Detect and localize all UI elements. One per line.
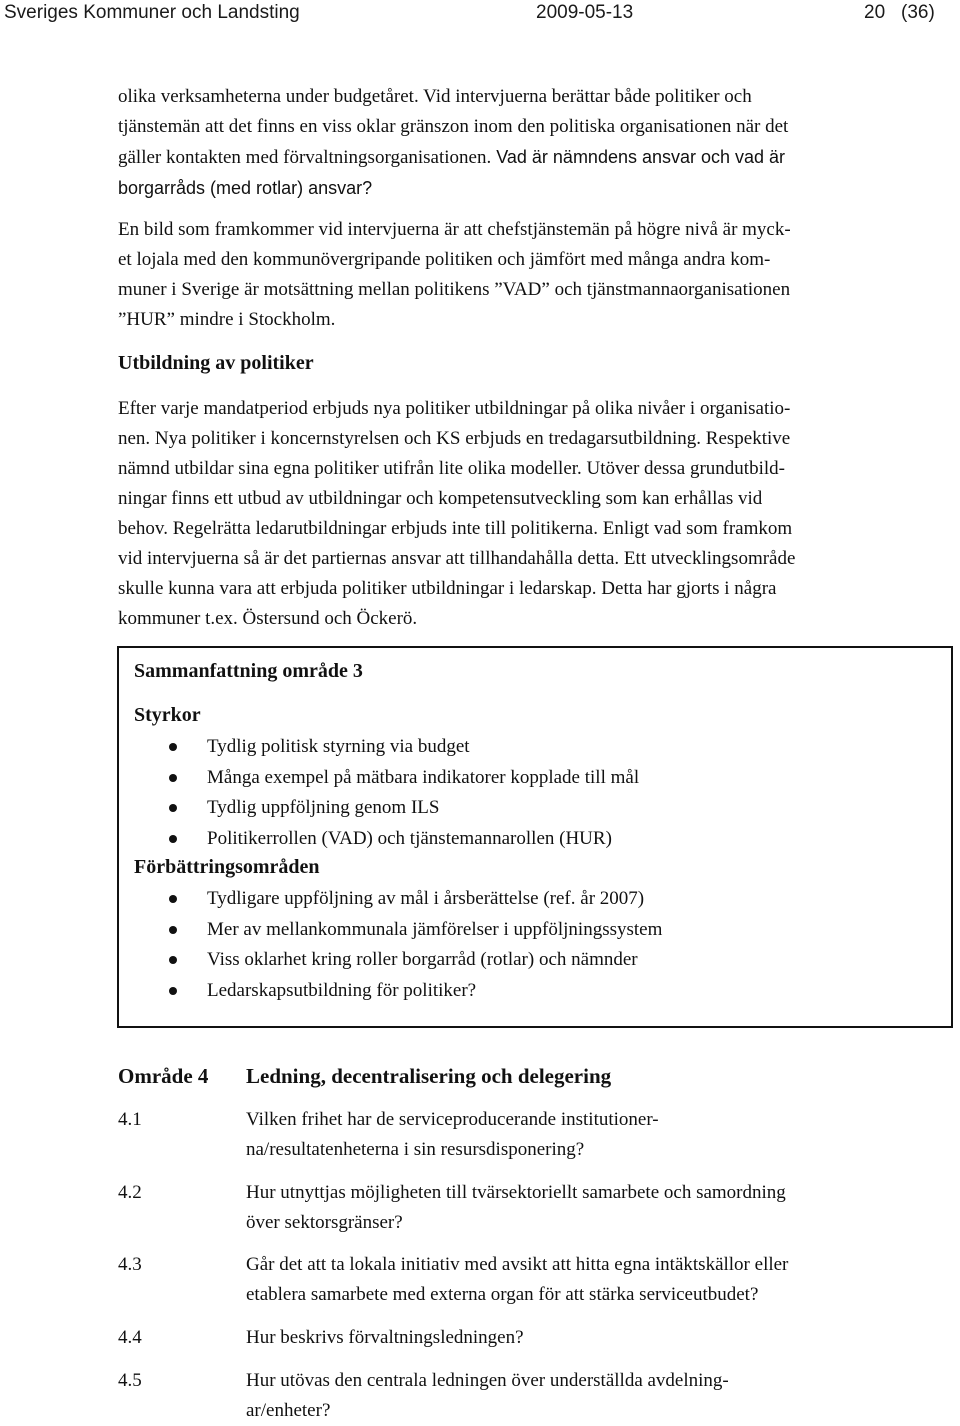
text-line: skulle kunna vara att erbjuda politiker utbildningar i ledarskap. Detta har gjorts i några xyxy=(118,578,777,599)
text-line: En bild som framkommer vid intervjuerna är att chefstjänstemän på högre nivå är myck- xyxy=(118,219,791,240)
area-label: Område 4 xyxy=(118,1064,209,1088)
bullet-icon xyxy=(169,835,177,843)
bullet-icon xyxy=(169,774,177,782)
list-item: Viss oklarhet kring roller borgarråd (rotlar) och nämnder xyxy=(119,945,662,976)
list-item: Mer av mellankommunala jämförelser i uppföljningssystem xyxy=(119,915,662,946)
text-line: nämnd utbildar sina egna politiker utifrån lite olika modeller. Utöver dessa grundutbild- xyxy=(118,458,785,479)
list-item: Ledarskapsutbildning för politiker? xyxy=(119,976,662,1007)
header-org: Sveriges Kommuner och Landsting xyxy=(4,2,300,23)
text-line: behov. Regelrätta ledarutbildningar erbjuds inte till politikerna. Enligt vad som framkom xyxy=(118,518,793,539)
area-title: Ledning, decentralisering och delegering xyxy=(246,1064,612,1088)
question-number: 4.4 xyxy=(118,1327,142,1348)
text-line: nen. Nya politiker i koncernstyrelsen och KS erbjuds en tredagarsutbildning. Respektive xyxy=(118,428,791,449)
question-text: ar/enheter? xyxy=(246,1400,331,1421)
list-item: Tydligare uppföljning av mål i årsberättelse (ref. år 2007) xyxy=(119,884,662,915)
paragraph-education xyxy=(118,394,900,634)
bullet-icon xyxy=(169,926,177,934)
question-line: borgarråds (med rotlar) ansvar? xyxy=(118,178,373,198)
question-text: Hur utnyttjas möjligheten till tvärsektoriellt samarbete och samordning xyxy=(246,1182,786,1203)
list-item: Politikerrollen (VAD) och tjänstemannarollen (HUR) xyxy=(119,824,639,855)
strengths-heading: Styrkor xyxy=(134,704,201,726)
text-line: vid intervjuerna så är det partiernas ansvar att tillhandahålla detta. Ett utvecklingsområde xyxy=(118,548,796,569)
header-page-number: 20 xyxy=(864,2,886,23)
question-number: 4.2 xyxy=(118,1182,142,1203)
question-text: Hur utövas den centrala ledningen över underställda avdelning- xyxy=(246,1370,729,1391)
bullet-icon xyxy=(169,804,177,812)
text-line: kommuner t.ex. Östersund och Öckerö. xyxy=(118,608,418,629)
strengths-list xyxy=(119,732,639,854)
question-text: etablera samarbete med externa organ för att stärka serviceutbudet? xyxy=(246,1284,759,1305)
text-segment: gäller kontakten med förvaltningsorganisationen. xyxy=(118,147,492,168)
question-number: 4.3 xyxy=(118,1254,142,1275)
question-text: Går det att ta lokala initiativ med avsikt att hitta egna intäktskällor eller xyxy=(246,1254,789,1275)
question-text: Hur beskrivs förvaltningsledningen? xyxy=(246,1327,524,1348)
text-line xyxy=(118,142,900,173)
summary-title: Sammanfattning område 3 xyxy=(134,660,363,682)
question-text: över sektorsgränser? xyxy=(246,1212,403,1233)
text-line: Efter varje mandatperiod erbjuds nya politiker utbildningar på olika nivåer i organisatio- xyxy=(118,398,791,419)
text-line: ”HUR” mindre i Stockholm. xyxy=(118,309,336,330)
text-line: olika verksamheterna under budgetåret. Vid intervjuerna berättar både politiker och xyxy=(118,86,752,107)
section-heading: Utbildning av politiker xyxy=(118,352,314,374)
bullet-icon xyxy=(169,895,177,903)
question-text: Vilken frihet har de serviceproducerande institutioner- xyxy=(246,1109,659,1130)
header-date: 2009-05-13 xyxy=(536,2,634,23)
improvements-list xyxy=(119,884,662,1006)
bullet-icon xyxy=(169,987,177,995)
question-number: 4.5 xyxy=(118,1370,142,1391)
paragraph-hierarchy xyxy=(118,215,900,335)
list-item: Tydlig politisk styrning via budget xyxy=(119,732,639,763)
question-segment: Vad är nämndens ansvar och vad är xyxy=(491,147,786,167)
text-line: tjänstemän att det finns en viss oklar gränszon inom den politiska organisationen när det xyxy=(118,116,789,137)
header-page-total: (36) xyxy=(901,2,935,23)
summary-box xyxy=(117,646,953,1028)
list-item: Många exempel på mätbara indikatorer kopplade till mål xyxy=(119,763,639,794)
list-item: Tydlig uppföljning genom ILS xyxy=(119,793,639,824)
text-line: muner i Sverige är motsättning mellan politikens ”VAD” och tjänstmannaorganisationen xyxy=(118,279,791,300)
text-line: ningar finns ett utbud av utbildningar och kompetensutveckling som kan erhållas vid xyxy=(118,488,763,509)
bullet-icon xyxy=(169,743,177,751)
question-text: na/resultatenheterna i sin resursdisponering? xyxy=(246,1139,585,1160)
bullet-icon xyxy=(169,956,177,964)
intro-paragraph xyxy=(118,82,900,203)
improvements-heading: Förbättringsområden xyxy=(134,856,320,878)
question-number: 4.1 xyxy=(118,1109,142,1130)
text-line: et lojala med den kommunövergripande politiken och jämfört med många andra kom- xyxy=(118,249,771,270)
